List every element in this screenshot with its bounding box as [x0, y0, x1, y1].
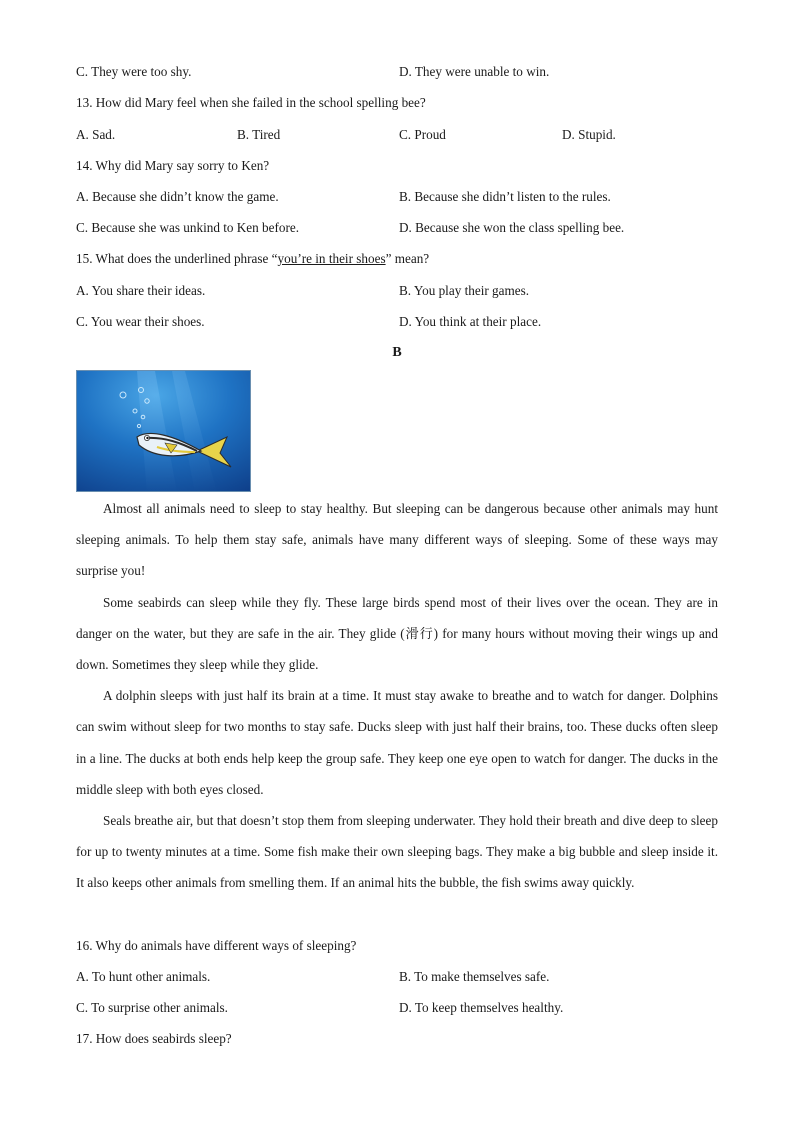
passage-paragraph: Seals breathe air, but that doesn’t stop them from sleeping underwater. They hold their breath and dive deep to sleep for up to twenty minutes at a time. Some fish make their own sleeping bags. They make a big bubble and sleep inside it. It also keeps other animals from smelling them. If an animal hits the bubble, the fish swims away quickly. [76, 813, 718, 891]
q17-stem: 17. How does seabirds sleep? [76, 1031, 232, 1046]
q13-option-a: A. Sad. [76, 127, 116, 142]
q13-option-b: B. Tired [237, 127, 281, 142]
q16-stem: 16. Why do animals have different ways of sleeping? [76, 938, 357, 953]
q14-option-d: D. Because she won the class spelling bee. [399, 220, 625, 235]
q15-underlined-phrase: you’re in their shoes [277, 251, 386, 266]
q13-option-c: C. Proud [399, 127, 446, 142]
fish-in-bubbles-illustration [76, 370, 251, 492]
section-b-passage [76, 493, 718, 899]
q14-option-c: C. Because she was unkind to Ken before. [76, 220, 300, 235]
q16-option-c: C. To surprise other animals. [76, 1000, 228, 1015]
q13-stem: 13. How did Mary feel when she failed in the school spelling bee? [76, 95, 426, 110]
q16-option-b: B. To make themselves safe. [399, 969, 550, 984]
q16-option-a: A. To hunt other animals. [76, 969, 211, 984]
passage-paragraph: Almost all animals need to sleep to stay healthy. But sleeping can be dangerous because other animals may hunt sleeping animals. To help them stay safe, animals have many different ways of sleeping. Some of these ways may surprise you! [76, 501, 718, 579]
q15-option-d: D. You think at their place. [399, 314, 542, 329]
q12-option-d: D. They were unable to win. [399, 64, 550, 79]
q15-option-a: A. You share their ideas. [76, 283, 206, 298]
q14-option-a: A. Because she didn’t know the game. [76, 189, 279, 204]
q15-option-b: B. You play their games. [399, 283, 530, 298]
passage-paragraph: Some seabirds can sleep while they fly. These large birds spend most of their lives over the ocean. They are in danger on the water, but they are safe in the air. They glide (滑行) for many hours without moving their wings up and down. Sometimes they sleep while they glide. [76, 594, 718, 673]
section-b-title: B [392, 345, 402, 360]
q15-stem-prefix: 15. What does the underlined phrase “ [76, 251, 278, 266]
q12-option-c: C. They were too shy. [76, 64, 192, 79]
q14-option-b: B. Because she didn’t listen to the rules. [399, 189, 611, 204]
fish-illustration-svg [77, 371, 251, 492]
q13-option-d: D. Stupid. [562, 127, 616, 142]
q15-stem-suffix: ” mean? [385, 251, 430, 266]
q15-stem [76, 250, 429, 268]
passage-paragraph: A dolphin sleeps with just half its brain at a time. It must stay awake to breathe and to watch for danger. Dolphins can swim without sleep for two months to stay safe. Ducks sleep with just half their brains, too. These ducks often sleep in a line. The ducks at both ends help keep the group safe. They keep one eye open to watch for danger. The ducks in the middle sleep with both eyes closed. [76, 688, 718, 797]
q14-stem: 14. Why did Mary say sorry to Ken? [76, 158, 270, 173]
q16-option-d: D. To keep themselves healthy. [399, 1000, 564, 1015]
q15-option-c: C. You wear their shoes. [76, 314, 205, 329]
